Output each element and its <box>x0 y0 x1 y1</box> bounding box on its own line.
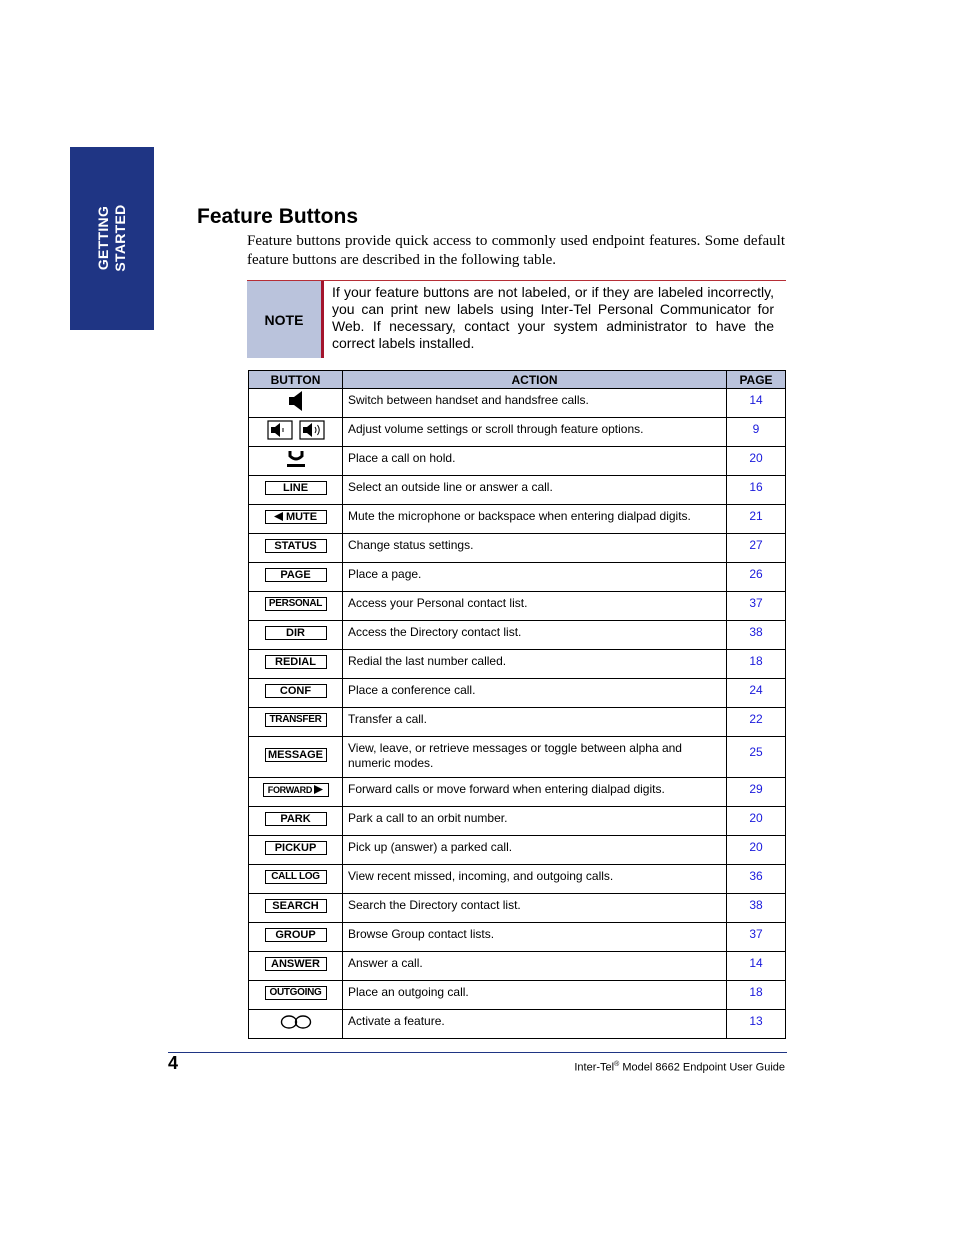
note-text: If your feature buttons are not labeled, or if they are labeled incorrectly, you can print new labels using Inter-Tel Personal Communicator for Web. If necessary, contact your system administrator to have the correct labels installed. <box>332 284 774 351</box>
table-row <box>249 505 786 534</box>
table-row <box>249 923 786 952</box>
action-cell: Change status settings. <box>343 534 727 563</box>
table-row <box>249 592 786 621</box>
outgoing-key: OUTGOING <box>265 986 327 1000</box>
transfer-key: TRANSFER <box>265 713 327 727</box>
status-key: STATUS <box>265 539 327 553</box>
page-link[interactable]: 20 <box>727 807 786 836</box>
page-link[interactable]: 21 <box>727 505 786 534</box>
forward-key: FORWARD <box>263 783 329 797</box>
hold-icon <box>287 458 305 472</box>
action-cell: Access the Directory contact list. <box>343 621 727 650</box>
page-title: Feature Buttons <box>197 205 359 228</box>
page-link[interactable]: 18 <box>727 650 786 679</box>
action-cell: Park a call to an orbit number. <box>343 807 727 836</box>
table-row <box>249 708 786 737</box>
line-key: LINE <box>265 481 327 495</box>
mute-key: MUTE <box>265 510 327 524</box>
page-link[interactable]: 29 <box>727 778 786 807</box>
page-link[interactable]: 27 <box>727 534 786 563</box>
header-button: BUTTON <box>249 371 343 389</box>
action-cell: Mute the microphone or backspace when entering dialpad digits. <box>343 505 727 534</box>
table-row <box>249 778 786 807</box>
action-cell: Activate a feature. <box>343 1010 727 1039</box>
action-cell: Place a call on hold. <box>343 447 727 476</box>
page-link[interactable]: 20 <box>727 447 786 476</box>
page-link[interactable]: 36 <box>727 865 786 894</box>
action-cell: Pick up (answer) a parked call. <box>343 836 727 865</box>
table-row <box>249 476 786 505</box>
page-link[interactable]: 24 <box>727 679 786 708</box>
table-row <box>249 894 786 923</box>
page-link[interactable]: 25 <box>727 737 786 778</box>
page-link[interactable]: 22 <box>727 708 786 737</box>
page-link[interactable]: 26 <box>727 563 786 592</box>
footer-rule <box>168 1052 787 1053</box>
personal-key: PERSONAL <box>265 597 327 611</box>
table-row <box>249 389 786 418</box>
page-link[interactable]: 38 <box>727 894 786 923</box>
page-link[interactable]: 16 <box>727 476 786 505</box>
table-row <box>249 836 786 865</box>
table-row <box>249 807 786 836</box>
table-row <box>249 865 786 894</box>
action-cell: Transfer a call. <box>343 708 727 737</box>
action-cell: View, leave, or retrieve messages or toggle between alpha and numeric modes. <box>343 737 727 778</box>
action-cell: Place a conference call. <box>343 679 727 708</box>
volume-icon <box>267 429 325 443</box>
table-row <box>249 981 786 1010</box>
table-row <box>249 1010 786 1039</box>
page-link[interactable]: 9 <box>727 418 786 447</box>
action-cell: Place an outgoing call. <box>343 981 727 1010</box>
page-link[interactable]: 13 <box>727 1010 786 1039</box>
redial-key: REDIAL <box>265 655 327 669</box>
table-row <box>249 621 786 650</box>
table-row <box>249 737 786 778</box>
note-label: NOTE <box>247 281 324 358</box>
pickup-key: PICKUP <box>265 841 327 855</box>
feature-buttons-table <box>248 370 786 1039</box>
search-key: SEARCH <box>265 899 327 913</box>
answer-key: ANSWER <box>265 957 327 971</box>
table-row <box>249 447 786 476</box>
action-cell: Select an outside line or answer a call. <box>343 476 727 505</box>
park-key: PARK <box>265 812 327 826</box>
action-cell: Browse Group contact lists. <box>343 923 727 952</box>
table-row <box>249 952 786 981</box>
left-arrow-icon <box>274 512 283 521</box>
header-page: PAGE <box>727 371 786 389</box>
speaker-icon <box>289 400 303 414</box>
page-link[interactable]: 18 <box>727 981 786 1010</box>
note-box <box>247 280 786 359</box>
right-arrow-icon <box>314 785 323 794</box>
page-link[interactable]: 38 <box>727 621 786 650</box>
message-key: MESSAGE <box>265 748 327 762</box>
action-cell: View recent missed, incoming, and outgoing calls. <box>343 865 727 894</box>
action-cell: Place a page. <box>343 563 727 592</box>
table-header-row <box>249 371 786 389</box>
page-link[interactable]: 14 <box>727 389 786 418</box>
page-link[interactable]: 37 <box>727 592 786 621</box>
call-log-key: CALL LOG <box>265 870 327 884</box>
action-cell: Answer a call. <box>343 952 727 981</box>
intro-paragraph: Feature buttons provide quick access to commonly used endpoint features. Some default feature buttons are described in the following table. <box>247 233 785 268</box>
action-cell: Access your Personal contact list. <box>343 592 727 621</box>
page-number: 4 <box>168 1053 179 1073</box>
action-cell: Redial the last number called. <box>343 650 727 679</box>
page-link[interactable]: 20 <box>727 836 786 865</box>
feature-icon <box>280 1019 312 1033</box>
table-row <box>249 534 786 563</box>
footer-title: Inter-Tel® Model 8662 Endpoint User Guide <box>574 1061 785 1074</box>
action-cell: Forward calls or move forward when entering dialpad digits. <box>343 778 727 807</box>
table-row <box>249 679 786 708</box>
conf-key: CONF <box>265 684 327 698</box>
page-link[interactable]: 37 <box>727 923 786 952</box>
table-row <box>249 650 786 679</box>
table-row <box>249 418 786 447</box>
action-cell: Adjust volume settings or scroll through feature options. <box>343 418 727 447</box>
action-cell: Search the Directory contact list. <box>343 894 727 923</box>
page-link[interactable]: 14 <box>727 952 786 981</box>
page-key: PAGE <box>265 568 327 582</box>
header-action: ACTION <box>343 371 727 389</box>
table-row <box>249 563 786 592</box>
action-cell: Switch between handset and handsfree calls. <box>343 389 727 418</box>
group-key: GROUP <box>265 928 327 942</box>
section-tab-label: GETTING STARTED <box>95 204 128 272</box>
dir-key: DIR <box>265 626 327 640</box>
